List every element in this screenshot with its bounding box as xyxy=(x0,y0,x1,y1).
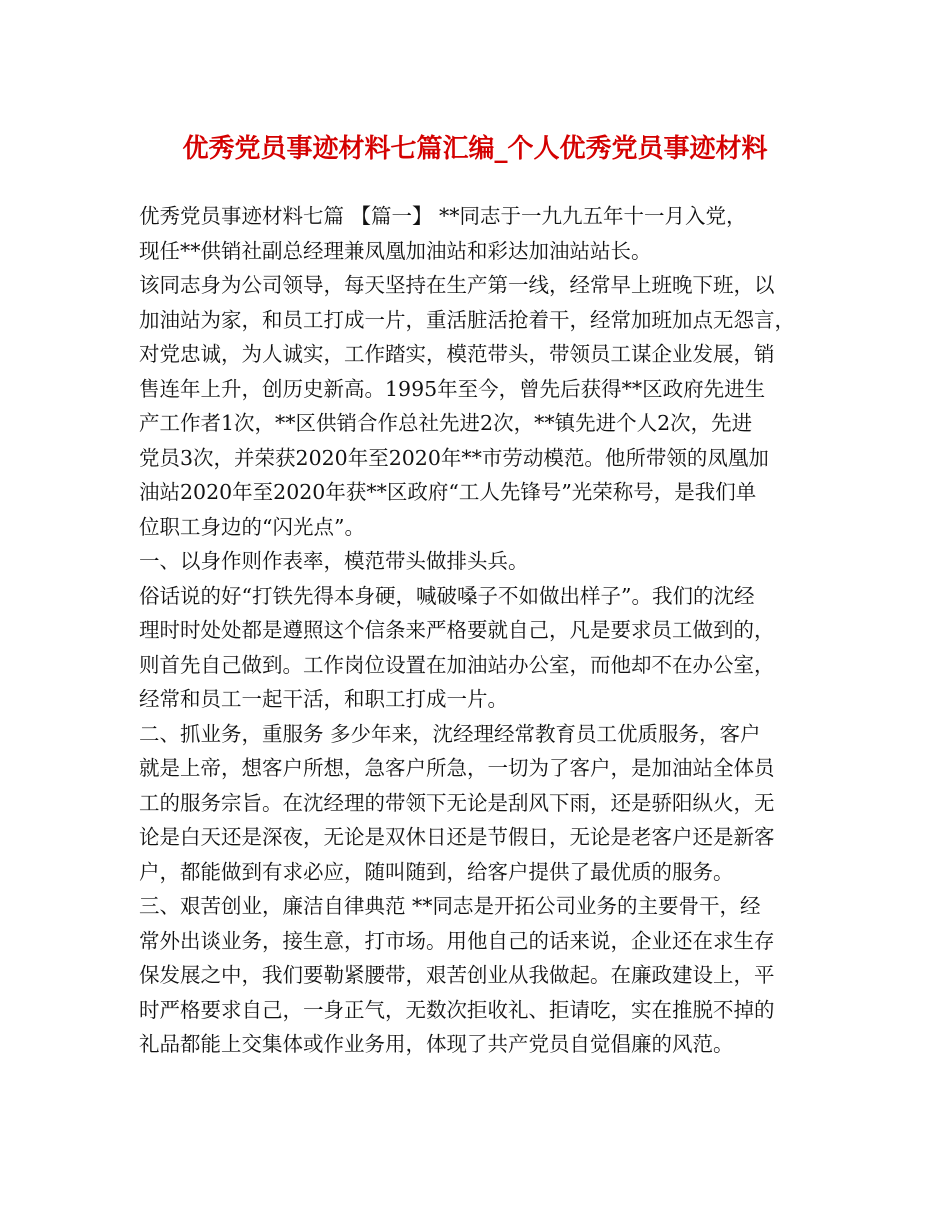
body-line: 党员3次，并荣获2020年至2020年**市劳动模范。他所带领的凤凰加 xyxy=(139,445,769,470)
body-line: 户，都能做到有求必应，随叫随到，给客户提供了最优质的服务。 xyxy=(139,859,734,884)
body-line: 论是白天还是深夜，无论是双休日还是节假日，无论是老客户还是新客 xyxy=(139,825,775,849)
body-line: 时严格要求自己，一身正气，无数次拒收礼、拒请吃，实在推脱不掉的 xyxy=(139,997,775,1022)
body-line: 加油站为家，和员工打成一片，重活脏活抢着干，经常加班加点无怨言， xyxy=(139,307,795,332)
body-line: 工的服务宗旨。在沈经理的带领下无论是刮风下雨，还是骄阳纵火，无 xyxy=(139,790,775,815)
body-line: 该同志身为公司领导，每天坚持在生产第一线，经常早上班晚下班，以 xyxy=(139,273,775,297)
document-body xyxy=(139,199,819,1062)
body-line: 售连年上升，创历史新高。1995年至今，曾先后获得**区政府先进生 xyxy=(139,376,766,401)
body-line: 理时时处处都是遵照这个信条来严格要就自己，凡是要求员工做到的， xyxy=(139,618,775,642)
body-line: 位职工身边的“闪光点”。 xyxy=(139,514,365,539)
body-line: 保发展之中，我们要勒紧腰带，艰苦创业从我做起。在廉政建设上，平 xyxy=(139,963,775,987)
document-title: 优秀党员事迹材料七篇汇编_个人优秀党员事迹材料 xyxy=(182,134,768,164)
body-line: 礼品都能上交集体或作业务用，体现了共产党员自觉倡廉的风范。 xyxy=(139,1032,734,1056)
section-heading: 二、抓业务，重服务 多少年来，沈经理经常教育员工优质服务，客户 xyxy=(139,721,761,746)
body-line: 常外出谈业务，接生意，打市场。用他自己的话来说，企业还在求生存 xyxy=(139,928,775,953)
section-heading: 一、以身作则作表率，模范带头做排头兵。 xyxy=(139,549,529,573)
body-line: 俗话说的好“打铁先得本身硬，喊破嗓子不如做出样子”。我们的沈经 xyxy=(139,583,755,608)
body-line: 对党忠诚，为人诚实，工作踏实，模范带头，带领员工谋企业发展，销 xyxy=(139,342,775,366)
body-line: 现任**供销社副总经理兼凤凰加油站和彩达加油站站长。 xyxy=(139,238,652,263)
section-heading: 三、艰苦创业，廉洁自律典范 **同志是开拓公司业务的主要骨干，经 xyxy=(139,894,761,918)
body-line: 油站2020年至2020年获**区政府“工人先锋号”光荣称号，是我们单 xyxy=(139,480,757,504)
body-line: 产工作者1次，**区供销合作总社先进2次，**镇先进个人2次，先进 xyxy=(139,411,753,435)
body-line: 优秀党员事迹材料七篇 【篇一】 **同志于一九九五年十一月入党， xyxy=(139,204,747,228)
body-line: 经常和员工一起干活，和职工打成一片。 xyxy=(139,687,508,711)
body-line: 则首先自己做到。工作岗位设置在加油站办公室，而他却不在办公室， xyxy=(139,652,775,677)
body-line: 就是上帝，想客户所想，急客户所急，一切为了客户，是加油站全体员 xyxy=(139,756,775,780)
